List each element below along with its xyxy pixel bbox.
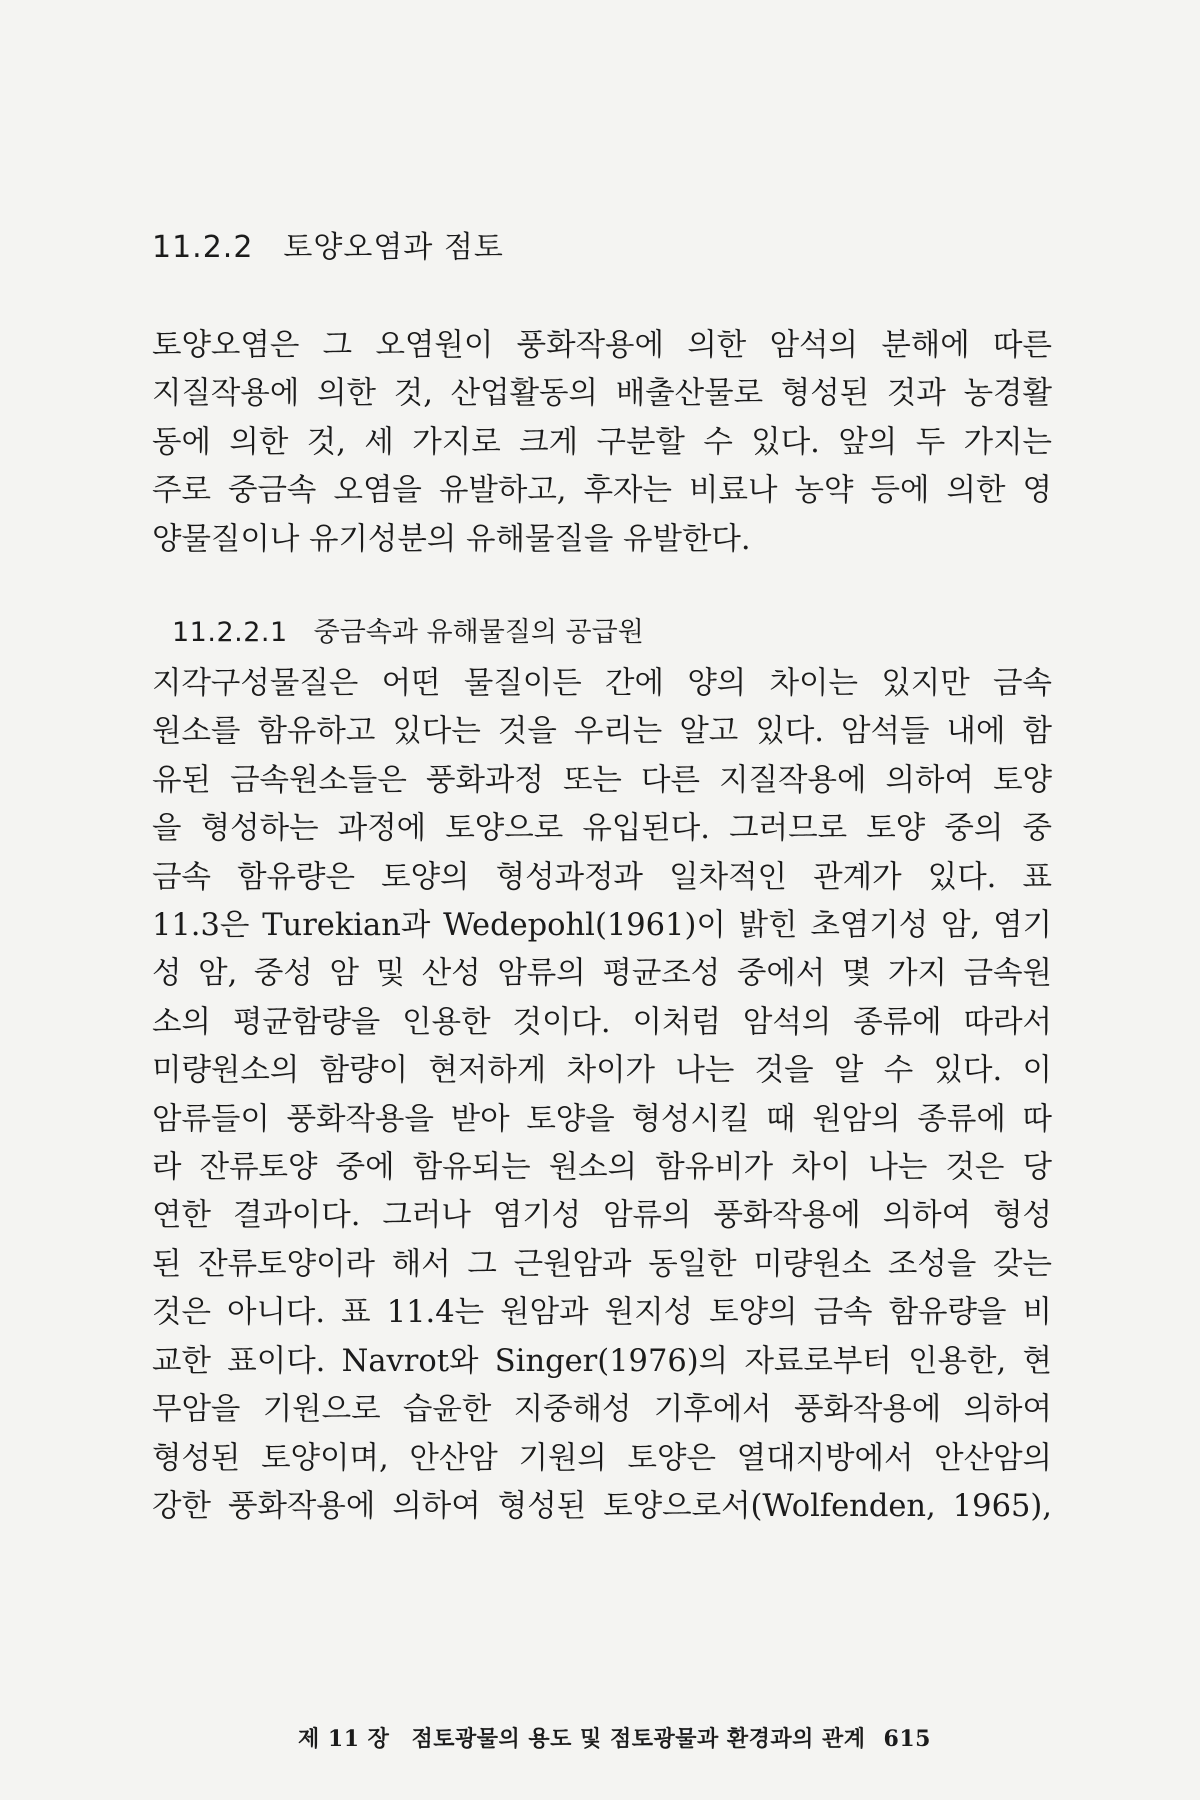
paragraph-line: 암류들이 풍화작용을 받아 토양을 형성시킬 때 원암의 종류에 따 [152, 1101, 1052, 1137]
paragraph-line: 것은 아니다. 표 11.4는 원암과 원지성 토양의 금속 함유량을 비 [152, 1295, 1052, 1331]
paragraph-line: 양물질이나 유기성분의 유해물질을 유발한다. [152, 521, 751, 557]
paragraph-line: 라 잔류토양 중에 함유되는 원소의 함유비가 차이 나는 것은 당 [152, 1150, 1052, 1186]
paragraph-line: 된 잔류토양이라 해서 그 근원암과 동일한 미량원소 조성을 갖는 [152, 1246, 1052, 1282]
paragraph-line: 유된 금속원소들은 풍화과정 또는 다른 지질작용에 의하여 토양 [152, 762, 1052, 798]
paragraph-line: 을 형성하는 과정에 토양으로 유입된다. 그러므로 토양 중의 중 [152, 811, 1052, 847]
paragraph-line: 지각구성물질은 어떤 물질이든 간에 양의 차이는 있지만 금속 [152, 666, 1052, 701]
body-paragraph [152, 660, 1052, 1531]
paragraph-line: 토양오염은 그 오염원이 풍화작용에 의한 암석의 분해에 따른 [152, 328, 1052, 363]
paragraph-line: 형성된 토양이며, 안산암 기원의 토양은 열대지방에서 안산암의 [152, 1440, 1052, 1476]
paragraph-line: 미량원소의 함량이 현저하게 차이가 나는 것을 알 수 있다. 이 [152, 1053, 1052, 1089]
subsection-heading [172, 610, 644, 649]
paragraph-line: 원소를 함유하고 있다는 것을 우리는 알고 있다. 암석들 내에 함 [152, 714, 1052, 750]
page-number: 615 [883, 1726, 931, 1752]
paragraph-line: 교한 표이다. Navrot와 Singer(1976)의 자료로부터 인용한, 현 [152, 1343, 1052, 1379]
paragraph-line: 동에 의한 것, 세 가지로 크게 구분할 수 있다. 앞의 두 가지는 [152, 424, 1052, 460]
footer-chapter: 제 11 장 [298, 1726, 390, 1752]
subsection-title: 중금속과 유해물질의 공급원 [313, 617, 644, 648]
intro-paragraph [152, 322, 1052, 564]
paragraph-line: 성 암, 중성 암 및 산성 암류의 평균조성 중에서 몇 가지 금속원 [152, 956, 1052, 992]
paragraph-line: 지질작용에 의한 것, 산업활동의 배출산물로 형성된 것과 농경활 [152, 376, 1052, 412]
subsection-number: 11.2.2.1 [172, 617, 288, 648]
footer-title: 점토광물의 용도 및 점토광물과 환경과의 관계 [411, 1726, 866, 1752]
paragraph-line: 소의 평균함량을 인용한 것이다. 이처럼 암석의 종류에 따라서 [152, 1004, 1052, 1040]
paragraph-line: 강한 풍화작용에 의하여 형성된 토양으로서(Wolfenden, 1965), [152, 1488, 1052, 1524]
paragraph-line: 11.3은 Turekian과 Wedepohl(1961)이 밝힌 초염기성 암, 염기 [152, 908, 1052, 944]
paragraph-line: 주로 중금속 오염을 유발하고, 후자는 비료나 농약 등에 의한 영 [152, 473, 1052, 509]
paragraph-line: 연한 결과이다. 그러나 염기성 암류의 풍화작용에 의하여 형성 [152, 1198, 1052, 1234]
section-number: 11.2.2 [152, 230, 254, 265]
section-heading [152, 222, 504, 266]
paragraph-line: 무암을 기원으로 습윤한 지중해성 기후에서 풍화작용에 의하여 [152, 1392, 1052, 1428]
page-footer [298, 1722, 931, 1753]
section-title: 토양오염과 점토 [283, 230, 504, 265]
paragraph-line: 금속 함유량은 토양의 형성과정과 일차적인 관계가 있다. 표 [152, 859, 1052, 895]
